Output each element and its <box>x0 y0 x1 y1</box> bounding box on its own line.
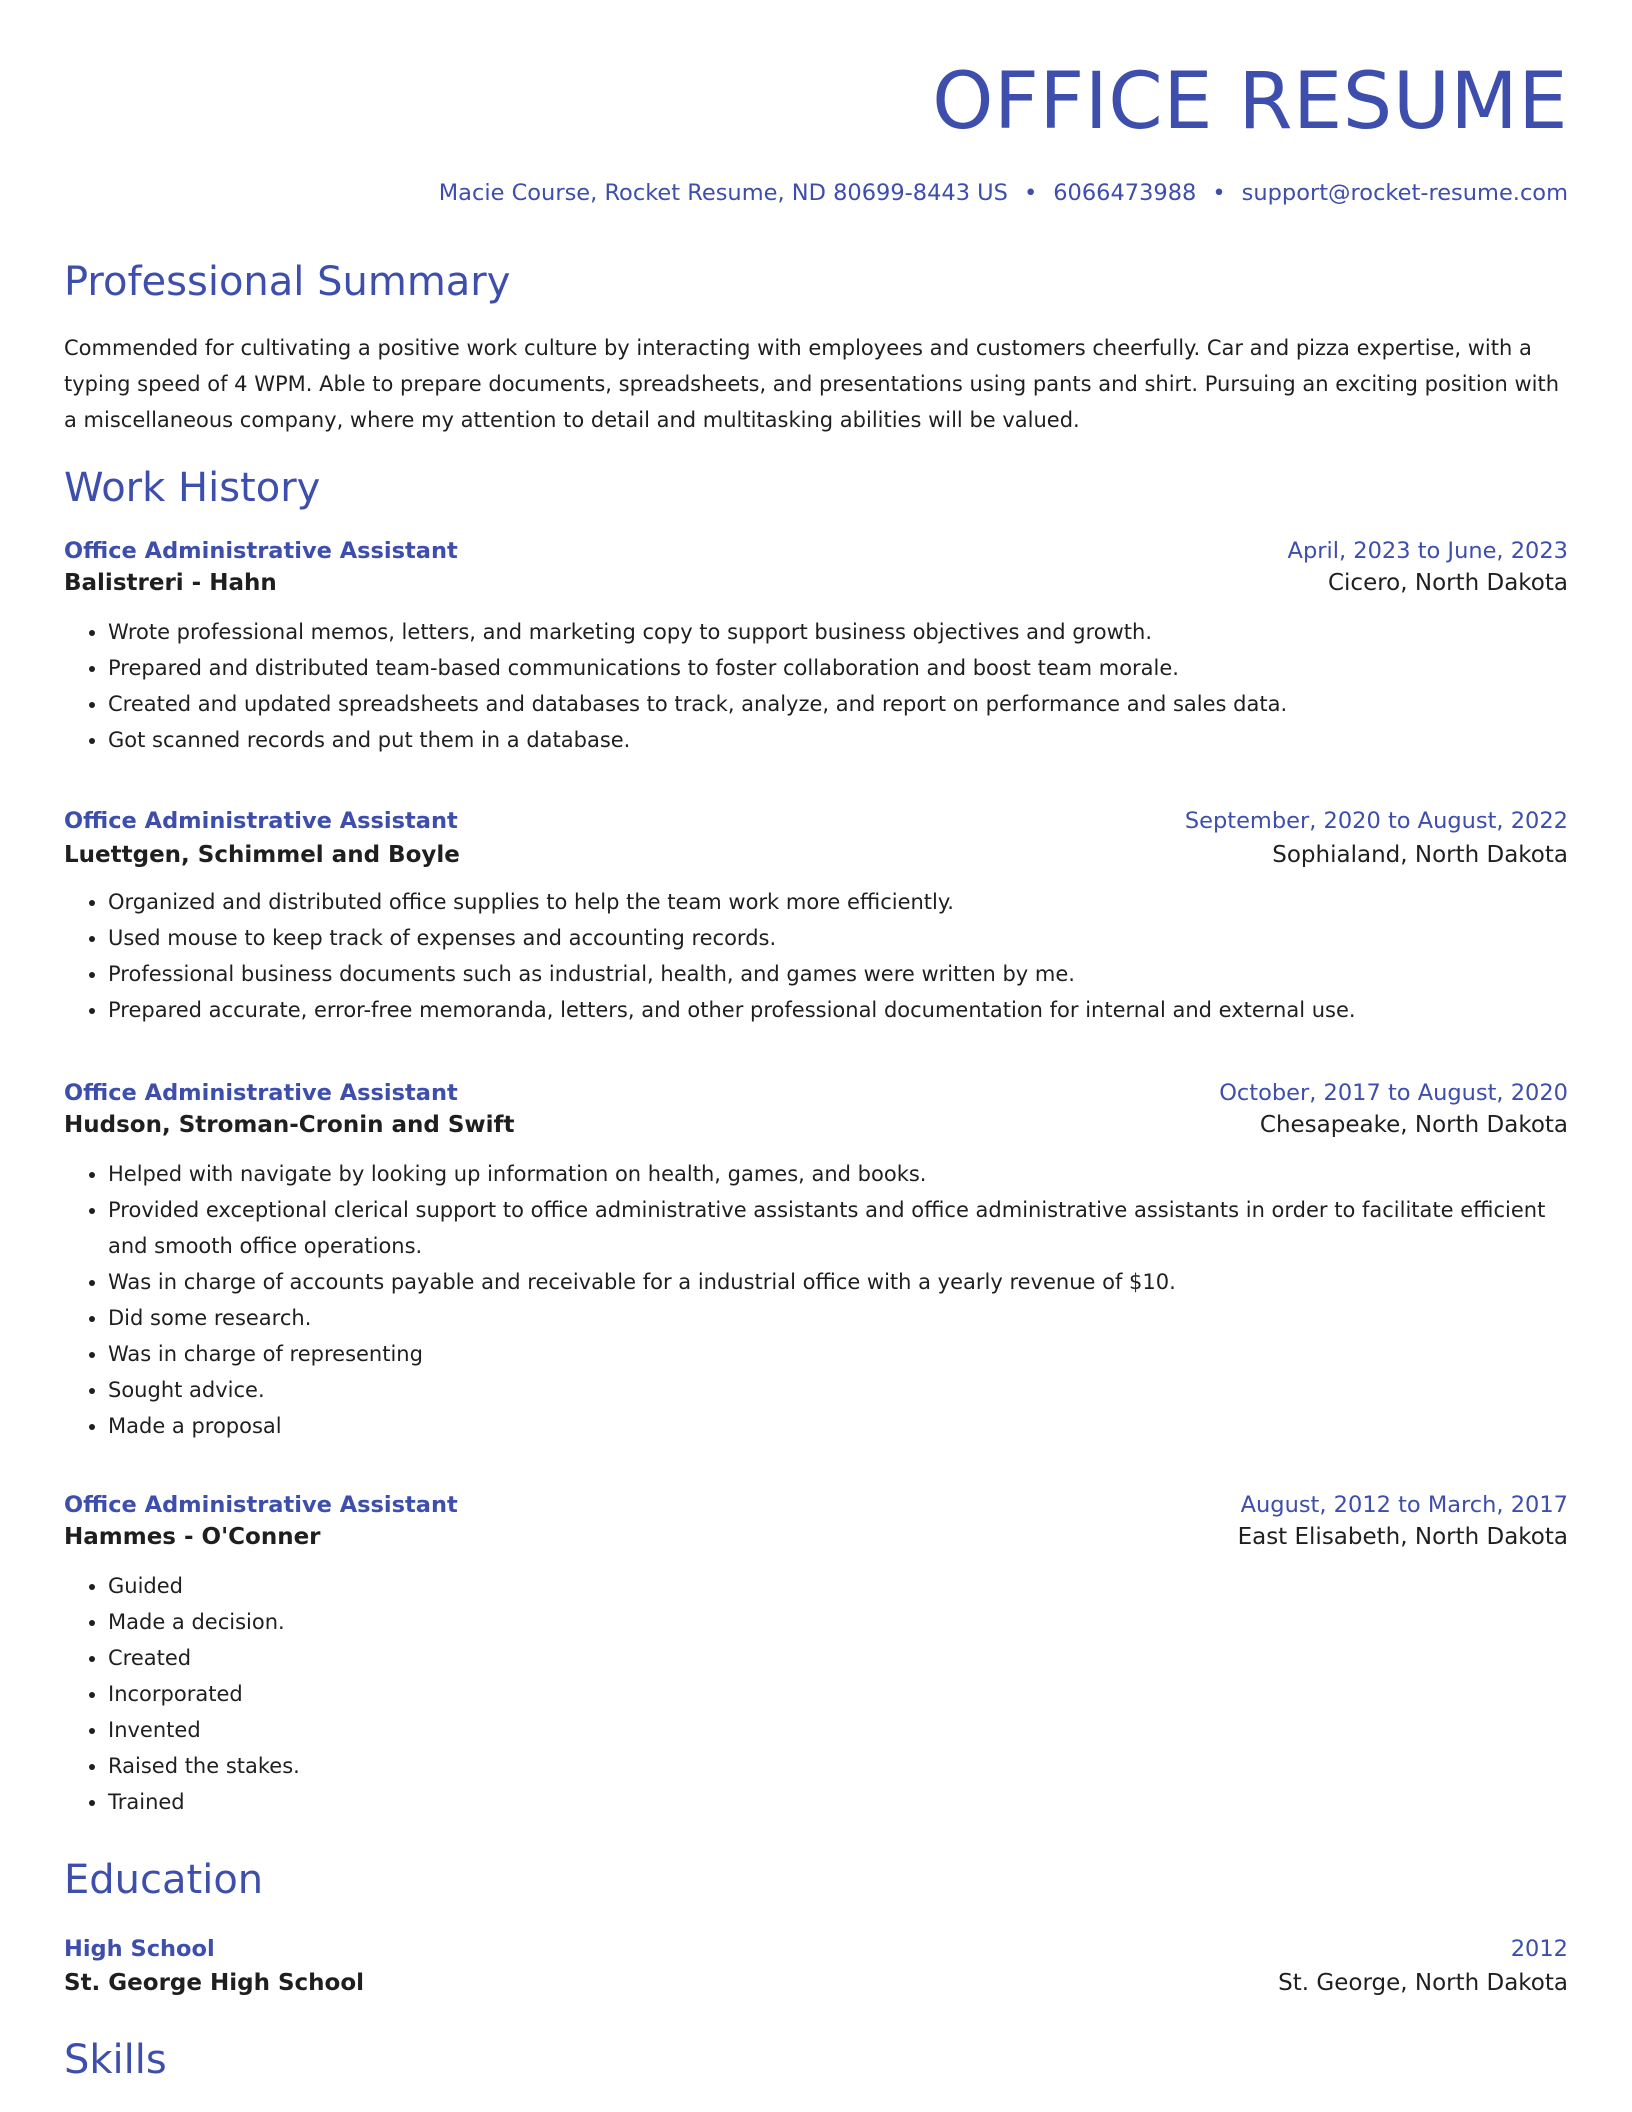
section-heading-education: Education <box>64 1857 264 1903</box>
job-title-row <box>64 538 1568 564</box>
education-school: St. George High School <box>64 1970 365 1996</box>
job-company: Hudson, Stroman-Cronin and Swift <box>64 1112 515 1138</box>
job-title: Office Administrative Assistant <box>64 538 458 564</box>
job-dates: October, 2017 to August, 2020 <box>1219 1080 1568 1106</box>
job-bullet: • Incorporated <box>108 1676 1568 1712</box>
job-bullet: • Used mouse to keep track of expenses and accounting records. <box>108 920 1568 956</box>
job-bullet: • Made a proposal <box>108 1408 1568 1444</box>
job-company-row <box>64 1112 1568 1138</box>
job-bullets <box>64 1568 1568 1820</box>
education-section <box>64 1857 1568 1903</box>
contact-email: support@rocket-resume.com <box>1241 180 1568 206</box>
education-degree: High School <box>64 1936 215 1962</box>
summary-section <box>64 259 1568 305</box>
job-bullet: • Was in charge of accounts payable and receivable for a industrial office with a yearly revenue of $10. <box>108 1264 1568 1300</box>
job-bullet: • Sought advice. <box>108 1372 1568 1408</box>
job-company-row <box>64 570 1568 596</box>
job-bullet: • Raised the stakes. <box>108 1748 1568 1784</box>
job-bullet: • Got scanned records and put them in a database. <box>108 722 1568 758</box>
job-company: Hammes - O'Conner <box>64 1524 321 1550</box>
section-heading-work-history: Work History <box>64 465 321 511</box>
job-title: Office Administrative Assistant <box>64 808 458 834</box>
job-bullet: • Guided <box>108 1568 1568 1604</box>
summary-text: Commended for cultivating a positive work culture by interacting with employees and customers cheerfully. Car and pizza expertise, with a typing speed of 4 WPM. Able to prepare documents, spreadsheets, and presentations using pants and shirt. Pursuing an exciting position with a miscellaneous company, where my attention to detail and multitasking abilities will be valued. <box>64 336 1560 432</box>
job-bullet: • Prepared and distributed team-based communications to foster collaboration and boost team morale. <box>108 650 1568 686</box>
job-dates: August, 2012 to March, 2017 <box>1240 1492 1568 1518</box>
summary-body <box>64 330 1568 438</box>
job-bullet: • Provided exceptional clerical support to office administrative assistants and office administrative assistants in order to facilitate efficient and smooth office operations. <box>108 1192 1568 1264</box>
contact-separator: • <box>1023 180 1038 206</box>
job-company: Luettgen, Schimmel and Boyle <box>64 842 460 868</box>
job-entry <box>64 1080 1568 1444</box>
job-company-row <box>64 842 1568 868</box>
job-bullet: • Trained <box>108 1784 1568 1820</box>
education-entry <box>64 1936 1568 1996</box>
education-school-row <box>64 1970 1568 1996</box>
job-bullet: • Did some research. <box>108 1300 1568 1336</box>
job-title-row <box>64 1080 1568 1106</box>
job-bullet: • Wrote professional memos, letters, and marketing copy to support business objectives and growth. <box>108 614 1568 650</box>
job-bullets <box>64 884 1568 1028</box>
job-dates: April, 2023 to June, 2023 <box>1287 538 1568 564</box>
job-bullet: • Helped with navigate by looking up information on health, games, and books. <box>108 1156 1568 1192</box>
section-heading-skills: Skills <box>64 2037 167 2083</box>
job-entry <box>64 1492 1568 1820</box>
job-location: Cicero, North Dakota <box>1327 570 1568 596</box>
education-location: St. George, North Dakota <box>1278 1970 1568 1996</box>
job-location: Sophialand, North Dakota <box>1272 842 1568 868</box>
job-bullet: • Created <box>108 1640 1568 1676</box>
job-location: East Elisabeth, North Dakota <box>1237 1524 1568 1550</box>
job-bullet: • Invented <box>108 1712 1568 1748</box>
job-bullet: • Created and updated spreadsheets and databases to track, analyze, and report on performance and sales data. <box>108 686 1568 722</box>
resume-title: OFFICE RESUME <box>932 57 1568 147</box>
job-bullet: • Prepared accurate, error-free memoranda, letters, and other professional documentation for internal and external use. <box>108 992 1568 1028</box>
job-company: Balistreri - Hahn <box>64 570 277 596</box>
job-bullet: • Was in charge of representing <box>108 1336 1568 1372</box>
section-heading-summary: Professional Summary <box>64 259 511 305</box>
job-dates: September, 2020 to August, 2022 <box>1184 808 1568 834</box>
education-degree-row <box>64 1936 1568 1962</box>
job-bullet: • Organized and distributed office supplies to help the team work more efficiently. <box>108 884 1568 920</box>
job-title: Office Administrative Assistant <box>64 1080 458 1106</box>
contact-line <box>64 180 1568 206</box>
job-title-row <box>64 808 1568 834</box>
contact-phone: 6066473988 <box>1053 180 1197 206</box>
job-bullet: • Made a decision. <box>108 1604 1568 1640</box>
job-bullets <box>64 614 1568 758</box>
education-year: 2012 <box>1510 1936 1568 1962</box>
skills-section <box>64 2037 1568 2083</box>
job-company-row <box>64 1524 1568 1550</box>
contact-address: Macie Course, Rocket Resume, ND 80699-8443 US <box>438 180 1008 206</box>
job-location: Chesapeake, North Dakota <box>1259 1112 1568 1138</box>
work-history-section <box>64 465 1568 511</box>
job-entry <box>64 538 1568 758</box>
job-title-row <box>64 1492 1568 1518</box>
job-bullets <box>64 1156 1568 1444</box>
job-title: Office Administrative Assistant <box>64 1492 458 1518</box>
contact-separator: • <box>1212 180 1226 206</box>
job-entry <box>64 808 1568 1028</box>
job-bullet: • Professional business documents such as industrial, health, and games were written by me. <box>108 956 1568 992</box>
